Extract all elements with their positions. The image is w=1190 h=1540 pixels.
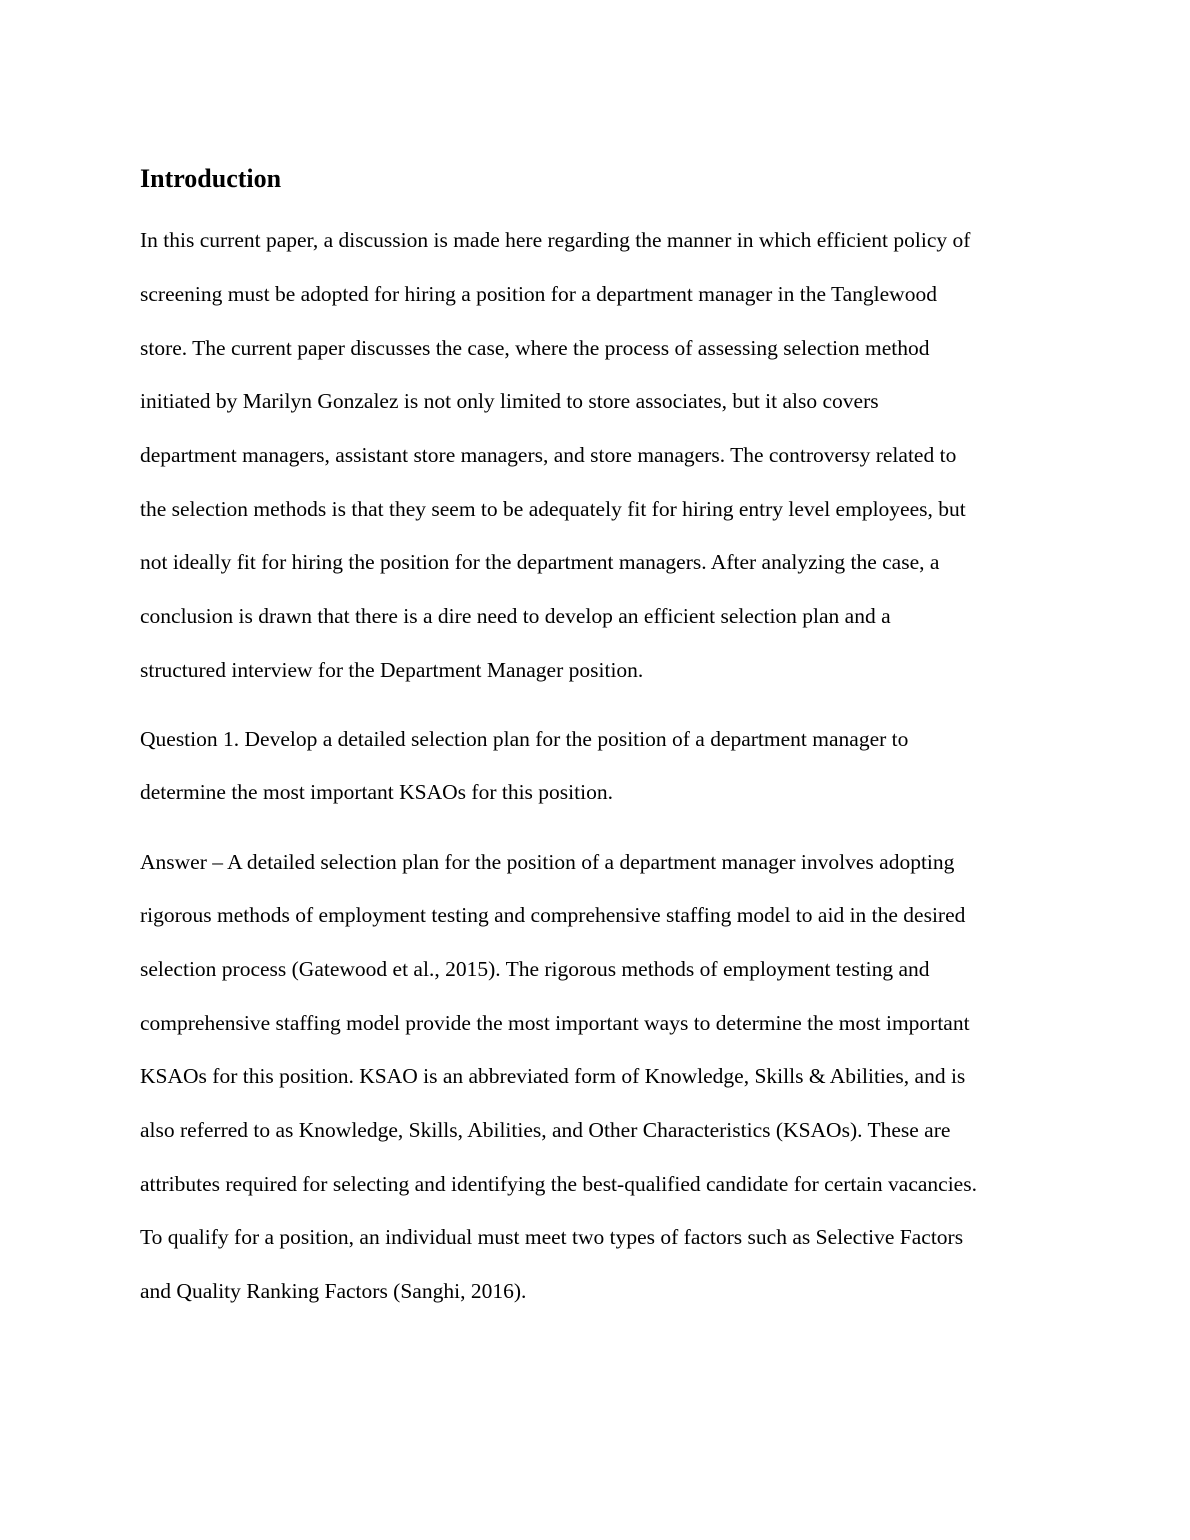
intro-line: initiated by Marilyn Gonzalez is not only limited to store associates, but it also covers [140,389,879,413]
answer-line: and Quality Ranking Factors (Sanghi, 2016). [140,1279,527,1303]
answer-line: To qualify for a position, an individual must meet two types of factors such as Selective Factors [140,1225,964,1249]
intro-line: structured interview for the Department Manager position. [140,658,644,682]
intro-line: In this current paper, a discussion is made here regarding the manner in which efficient policy of [140,228,971,252]
intro-line: the selection methods is that they seem to be adequately fit for hiring entry level employees, but [140,497,966,521]
question-line: Question 1. Develop a detailed selection plan for the position of a department manager to [140,727,909,751]
answer-line: attributes required for selecting and identifying the best-qualified candidate for certain vacancies. [140,1172,977,1196]
answer-line: KSAOs for this position. KSAO is an abbreviated form of Knowledge, Skills & Abilities, and is [140,1064,966,1088]
intro-line: department managers, assistant store managers, and store managers. The controversy related to [140,443,957,467]
answer-line: selection process (Gatewood et al., 2015). The rigorous methods of employment testing and [140,957,930,981]
answer-line: rigorous methods of employment testing and comprehensive staffing model to aid in the desired [140,903,966,927]
answer-line: Answer – A detailed selection plan for the position of a department manager involves adopting [140,850,955,874]
intro-line: not ideally fit for hiring the position for the department managers. After analyzing the case, a [140,550,940,574]
intro-line: screening must be adopted for hiring a position for a department manager in the Tanglewood [140,282,937,306]
answer-line: also referred to as Knowledge, Skills, Abilities, and Other Characteristics (KSAOs). These are [140,1118,951,1142]
section-heading: Introduction [140,164,282,193]
intro-line: conclusion is drawn that there is a dire need to develop an efficient selection plan and a [140,604,891,628]
intro-line: store. The current paper discusses the case, where the process of assessing selection method [140,336,930,360]
question-line: determine the most important KSAOs for this position. [140,780,613,804]
answer-line: comprehensive staffing model provide the most important ways to determine the most important [140,1011,970,1035]
